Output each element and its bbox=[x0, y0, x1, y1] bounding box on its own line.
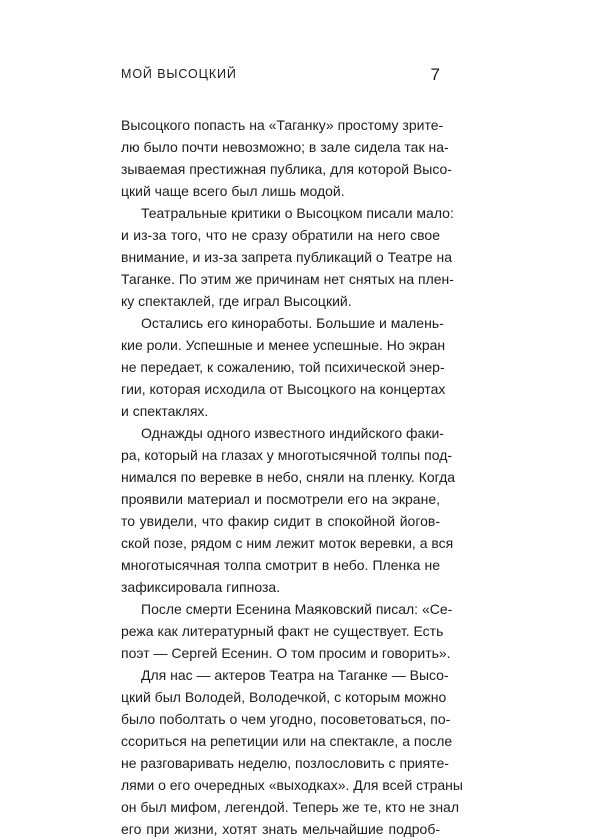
text-line: поэт — Сергей Есенин. О том просим и говорить». bbox=[121, 645, 451, 661]
text-line: и из-за того, что не сразу обратили на него свое bbox=[121, 227, 440, 243]
text-line: зываемая престижная публика, для которой Высо- bbox=[121, 161, 452, 177]
text-line: ской позе, рядом с ним лежит моток веревки, а вся bbox=[121, 535, 454, 551]
text-line: Театральные критики о Высоцком писали мало: bbox=[141, 205, 454, 221]
text-line: цкий чаще всего был лишь модой. bbox=[121, 183, 345, 199]
text-line: и спектаклях. bbox=[121, 403, 209, 419]
text-line: то увидели, что факир сидит в спокойной йогов- bbox=[121, 513, 440, 529]
text-line: он был мифом, легендой. Теперь же те, кто не знал bbox=[121, 799, 460, 815]
text-line: Остались его киноработы. Большие и малень- bbox=[141, 315, 444, 331]
text-line: проявили материал и посмотрели его на экране, bbox=[121, 491, 440, 507]
paragraph-3 bbox=[121, 312, 446, 422]
text-line: ссориться на репетиции или на спектакле, а после bbox=[121, 733, 453, 749]
text-line: было поболтать о чем угодно, посоветоваться, по- bbox=[121, 711, 451, 727]
text-line: режа как литературный факт не существует. Есть bbox=[121, 623, 444, 639]
text-line: ра, который на глазах у многотысячной толпы под- bbox=[121, 447, 453, 463]
text-line: не разговаривать неделю, позлословить с прияте- bbox=[121, 755, 449, 771]
text-line: гии, которая исходила от Высоцкого на концертах bbox=[121, 381, 446, 397]
text-line: лями о его очередных «выходках». Для всей страны bbox=[121, 777, 463, 793]
page-number: 7 bbox=[430, 65, 440, 84]
text-line: не передает, к сожалению, той психической энер- bbox=[121, 359, 445, 375]
text-line: Для нас — актеров Театра на Таганке — Высо- bbox=[141, 667, 449, 683]
text-line: Таганке. По этим же причинам нет снятых на плен- bbox=[121, 271, 454, 287]
text-line: многотысячная толпа смотрит в небо. Пленка не bbox=[121, 557, 440, 573]
paragraph-2 bbox=[121, 202, 454, 312]
running-head bbox=[121, 66, 440, 90]
text-line: Однажды одного известного индийского факи- bbox=[141, 425, 444, 441]
text-line: нимался по веревке в небо, сняли на пленку. Когда bbox=[121, 469, 456, 485]
text-line: его при жизни, хотят знать мельчайшие подроб- bbox=[121, 821, 440, 837]
paragraph-5 bbox=[121, 598, 453, 664]
text-line: лю было почти невозможно; в зале сидела так на- bbox=[121, 139, 449, 155]
text-line: цкий был Володей, Володечкой, с которым можно bbox=[121, 689, 447, 705]
text-line: внимание, и из-за запрета публикаций о Театре на bbox=[121, 249, 453, 265]
paragraph-4 bbox=[121, 422, 456, 598]
paragraph-1 bbox=[121, 114, 452, 202]
body-text bbox=[121, 114, 463, 840]
text-line: зафиксировала гипноза. bbox=[121, 579, 281, 595]
text-line: кие роли. Успешные и менее успешные. Но экран bbox=[121, 337, 446, 353]
text-line: ку спектаклей, где играл Высоцкий. bbox=[121, 293, 352, 309]
paragraph-6 bbox=[121, 664, 463, 840]
text-line: После смерти Есенина Маяковский писал: «Се- bbox=[141, 601, 453, 617]
running-title: МОЙ ВЫСОЦКИЙ bbox=[121, 67, 237, 81]
text-line: Высоцкого попасть на «Таганку» простому зрите- bbox=[121, 117, 444, 133]
